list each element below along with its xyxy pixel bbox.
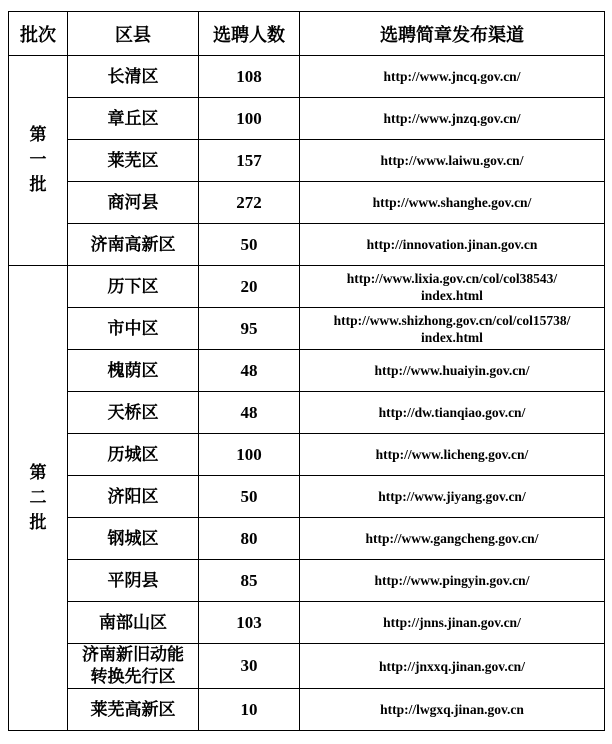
table-row — [9, 224, 605, 266]
district-cell: 商河县 — [68, 182, 199, 224]
count-cell: 157 — [199, 140, 300, 182]
header-district: 区县 — [68, 12, 199, 56]
batch-label-char: 第 — [29, 462, 47, 483]
count-cell: 272 — [199, 182, 300, 224]
table-row — [9, 56, 605, 98]
district-cell: 章丘区 — [68, 98, 199, 140]
table-row — [9, 266, 605, 308]
table-row — [9, 350, 605, 392]
table-row — [9, 476, 605, 518]
district-cell: 钢城区 — [68, 518, 199, 560]
district-cell: 历城区 — [68, 434, 199, 476]
channel-url-cell[interactable]: http://www.jncq.gov.cn/ — [300, 56, 605, 98]
count-cell: 108 — [199, 56, 300, 98]
channel-url-cell[interactable]: http://innovation.jinan.gov.cn — [300, 224, 605, 266]
batch-label-char: 第 — [29, 125, 47, 145]
count-cell: 50 — [199, 224, 300, 266]
batch-label-char: 二 — [29, 487, 47, 508]
header-channel: 选聘简章发布渠道 — [300, 12, 605, 56]
header-count: 选聘人数 — [199, 12, 300, 56]
district-cell: 天桥区 — [68, 392, 199, 434]
table-row — [9, 602, 605, 644]
table-row — [9, 182, 605, 224]
district-cell: 莱芜高新区 — [68, 689, 199, 731]
district-cell: 济南高新区 — [68, 224, 199, 266]
channel-url-cell[interactable]: http://www.jiyang.gov.cn/ — [300, 476, 605, 518]
district-cell: 南部山区 — [68, 602, 199, 644]
district-cell: 槐荫区 — [68, 350, 199, 392]
count-cell: 100 — [199, 434, 300, 476]
channel-url-cell[interactable]: http://www.shanghe.gov.cn/ — [300, 182, 605, 224]
channel-url-cell[interactable]: http://jnns.jinan.gov.cn/ — [300, 602, 605, 644]
channel-url-cell[interactable]: http://www.shizhong.gov.cn/col/col15738/ index.html — [300, 308, 605, 350]
count-cell: 95 — [199, 308, 300, 350]
header-batch: 批次 — [9, 12, 68, 56]
count-cell: 100 — [199, 98, 300, 140]
channel-url-cell[interactable]: http://www.jnzq.gov.cn/ — [300, 98, 605, 140]
table-row — [9, 140, 605, 182]
count-cell: 85 — [199, 560, 300, 602]
table-row — [9, 644, 605, 689]
count-cell: 30 — [199, 644, 300, 689]
count-cell: 50 — [199, 476, 300, 518]
batch-label-cell — [9, 56, 68, 266]
table-body — [9, 56, 605, 731]
channel-url-cell[interactable]: http://www.laiwu.gov.cn/ — [300, 140, 605, 182]
count-cell: 20 — [199, 266, 300, 308]
channel-url-cell[interactable]: http://www.pingyin.gov.cn/ — [300, 560, 605, 602]
batch-label-cell — [9, 266, 68, 731]
table-row — [9, 518, 605, 560]
table-row — [9, 308, 605, 350]
district-cell: 济阳区 — [68, 476, 199, 518]
count-cell: 103 — [199, 602, 300, 644]
district-cell: 平阴县 — [68, 560, 199, 602]
table-row — [9, 689, 605, 731]
batch-label-char: 批 — [29, 175, 47, 195]
recruitment-table — [8, 11, 605, 731]
district-cell: 历下区 — [68, 266, 199, 308]
table-row — [9, 98, 605, 140]
district-cell: 莱芜区 — [68, 140, 199, 182]
batch-label-char: 批 — [29, 512, 47, 533]
district-cell: 济南新旧动能 转换先行区 — [68, 644, 199, 689]
table-row — [9, 434, 605, 476]
channel-url-cell[interactable]: http://www.licheng.gov.cn/ — [300, 434, 605, 476]
table-header-row — [9, 12, 605, 56]
channel-url-cell[interactable]: http://lwgxq.jinan.gov.cn — [300, 689, 605, 731]
count-cell: 48 — [199, 350, 300, 392]
channel-url-cell[interactable]: http://www.huaiyin.gov.cn/ — [300, 350, 605, 392]
count-cell: 10 — [199, 689, 300, 731]
district-cell: 市中区 — [68, 308, 199, 350]
table-row — [9, 392, 605, 434]
channel-url-cell[interactable]: http://dw.tianqiao.gov.cn/ — [300, 392, 605, 434]
count-cell: 80 — [199, 518, 300, 560]
table-row — [9, 560, 605, 602]
channel-url-cell[interactable]: http://jnxxq.jinan.gov.cn/ — [300, 644, 605, 689]
batch-label-char: 一 — [29, 150, 47, 170]
channel-url-cell[interactable]: http://www.gangcheng.gov.cn/ — [300, 518, 605, 560]
district-cell: 长清区 — [68, 56, 199, 98]
count-cell: 48 — [199, 392, 300, 434]
channel-url-cell[interactable]: http://www.lixia.gov.cn/col/col38543/ index.html — [300, 266, 605, 308]
